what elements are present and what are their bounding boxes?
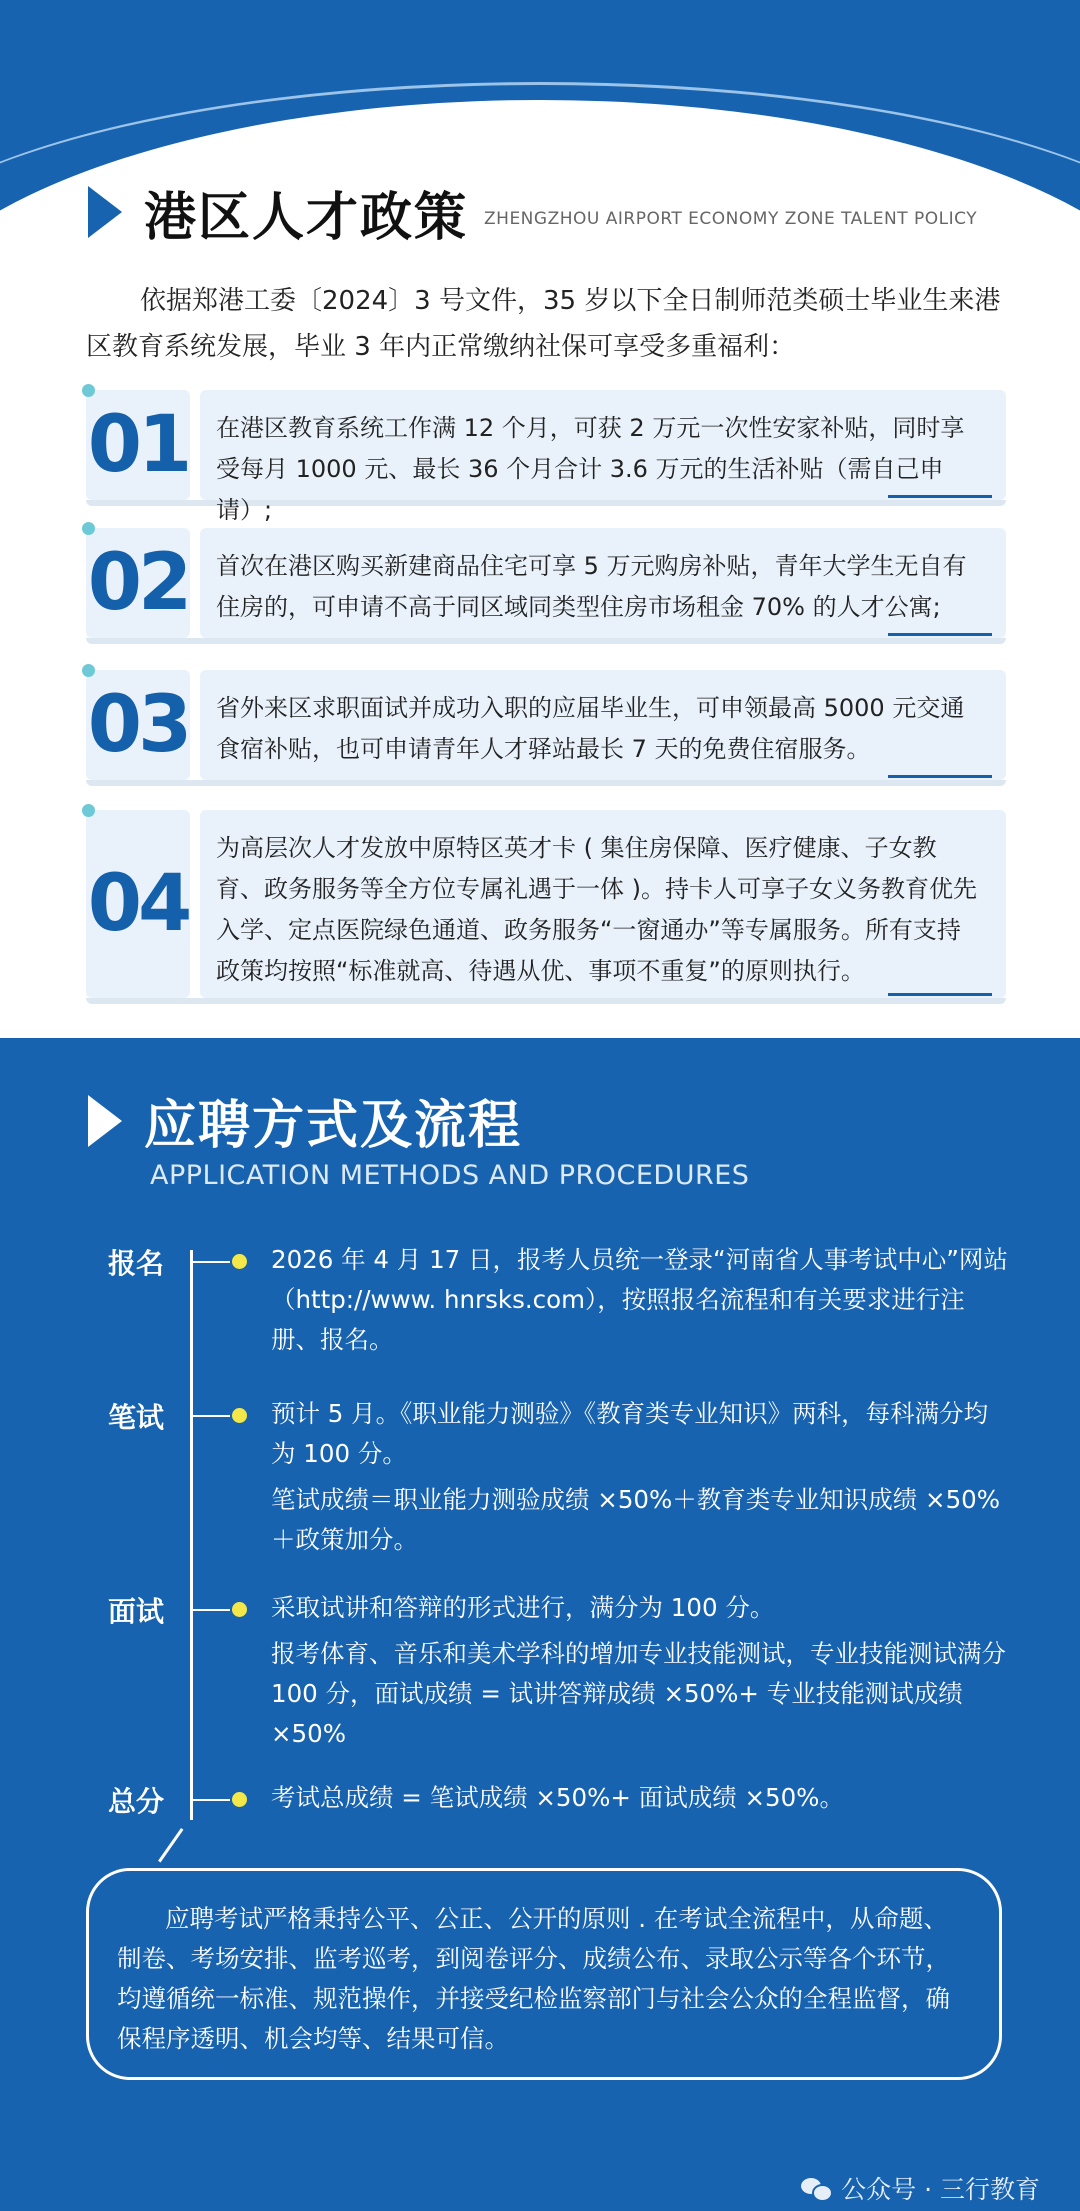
teal-dot-icon bbox=[82, 664, 95, 677]
step-label-written-exam: 笔试 bbox=[108, 1401, 165, 1434]
step-label-total-score: 总分 bbox=[108, 1785, 165, 1818]
step-text-interview: 采取试讲和答辩的形式进行，满分为 100 分。 报考体育、音乐和美术学科的增加专业技能测试，专业技能测试满分 100 分，面试成绩 = 试讲答辩成绩 ×50%+ 专业技能测试成绩 ×50% bbox=[271, 1593, 1006, 1748]
yellow-dot-icon bbox=[232, 1408, 247, 1423]
step-label-signup: 报名 bbox=[108, 1247, 165, 1280]
section1-title: 港区人才政策 bbox=[144, 187, 469, 248]
yellow-dot-icon bbox=[232, 1792, 247, 1807]
teal-dot-icon bbox=[82, 384, 95, 397]
policy-number: 02 bbox=[87, 538, 189, 628]
timeline-line bbox=[190, 1250, 193, 1820]
yellow-dot-icon bbox=[232, 1254, 247, 1269]
policy-text: 首次在港区购买新建商品住宅可享 5 万元购房补贴，青年大学生无自有住房的，可申请不高于同区域同类型住房市场租金 70% 的人才公寓; bbox=[200, 528, 1006, 638]
wechat-watermark bbox=[801, 2170, 1040, 2206]
triangle-bullet-icon bbox=[88, 1095, 122, 1147]
wechat-icon bbox=[801, 2176, 831, 2200]
section1-heading bbox=[88, 182, 978, 248]
policy-number: 01 bbox=[87, 400, 189, 490]
step-text-signup: 2026 年 4 月 17 日，报考人员统一登录“河南省人事考试中心”网站（http://www. hnrsks.com），按照报名流程和有关要求进行注册、报名。 bbox=[271, 1245, 1008, 1354]
policy-number-box bbox=[86, 810, 190, 998]
policy-number-box bbox=[86, 528, 190, 638]
step-text-written-exam: 预计 5 月。《职业能力测验》《教育类专业知识》两科，每科满分均为 100 分。 笔试成绩＝职业能力测验成绩 ×50%＋教育类专业知识成绩 ×50%＋政策加分。 bbox=[271, 1399, 1001, 1554]
policy-number-box bbox=[86, 390, 190, 500]
section2-subtitle-en: APPLICATION METHODS AND PROCEDURES bbox=[150, 1160, 750, 1191]
policy-number: 03 bbox=[87, 680, 189, 770]
policy-card-2 bbox=[86, 528, 1006, 638]
policy-card-4 bbox=[86, 810, 1006, 998]
policy-text: 为高层次人才发放中原特区英才卡 ( 集住房保障、医疗健康、子女教育、政务服务等全方位专属礼遇于一体 )。持卡人可享子女义务教育优先入学、定点医院绿色通道、政务服务“一窗通办”等专属服务。所有支持政策均按照“标准就高、待遇从优、事项不重复”的原则执行。 bbox=[200, 810, 1006, 998]
policy-number: 04 bbox=[87, 859, 189, 949]
section1-subtitle-en: ZHENGZHOU AIRPORT ECONOMY ZONE TALENT POLICY bbox=[484, 209, 978, 229]
exam-rules-box: 应聘考试严格秉持公平、公正、公开的原则 . 在考试全流程中，从命题、制卷、考场安排、监考巡考，到阅卷评分、成绩公布、录取公示等各个环节，均遵循统一标准、规范操作，并接受纪检监察部门与社会公众的全程监督，确保程序透明、机会均等、结果可信。 bbox=[86, 1868, 1002, 2080]
step-text-total-score: 考试总成绩 = 笔试成绩 ×50%+ 面试成绩 ×50%。 bbox=[271, 1783, 844, 1812]
section2-heading bbox=[88, 1083, 522, 1158]
section1-intro: 依据郑港工委〔2024〕3 号文件，35 岁以下全日制师范类硕士毕业生来港区教育系统发展，毕业 3 年内正常缴纳社保可享受多重福利： bbox=[86, 286, 1001, 362]
policy-text: 在港区教育系统工作满 12 个月，可获 2 万元一次性安家补贴，同时享受每月 1000 元、最长 36 个月合计 3.6 万元的生活补贴（需自己申请）; bbox=[200, 390, 1006, 500]
policy-text: 省外来区求职面试并成功入职的应届毕业生，可申领最高 5000 元交通食宿补贴，也可申请青年人才驿站最长 7 天的免费住宿服务。 bbox=[200, 670, 1006, 780]
policy-card-1 bbox=[86, 390, 1006, 524]
section2-title: 应聘方式及流程 bbox=[144, 1096, 523, 1156]
policy-number-box bbox=[86, 670, 190, 780]
policy-card-3 bbox=[86, 670, 1006, 780]
teal-dot-icon bbox=[82, 522, 95, 535]
yellow-dot-icon bbox=[232, 1602, 247, 1617]
teal-dot-icon bbox=[82, 804, 95, 817]
step-label-interview: 面试 bbox=[108, 1595, 165, 1628]
watermark-text: 公众号 · 三行教育 bbox=[841, 2175, 1040, 2204]
triangle-bullet-icon bbox=[88, 186, 122, 238]
